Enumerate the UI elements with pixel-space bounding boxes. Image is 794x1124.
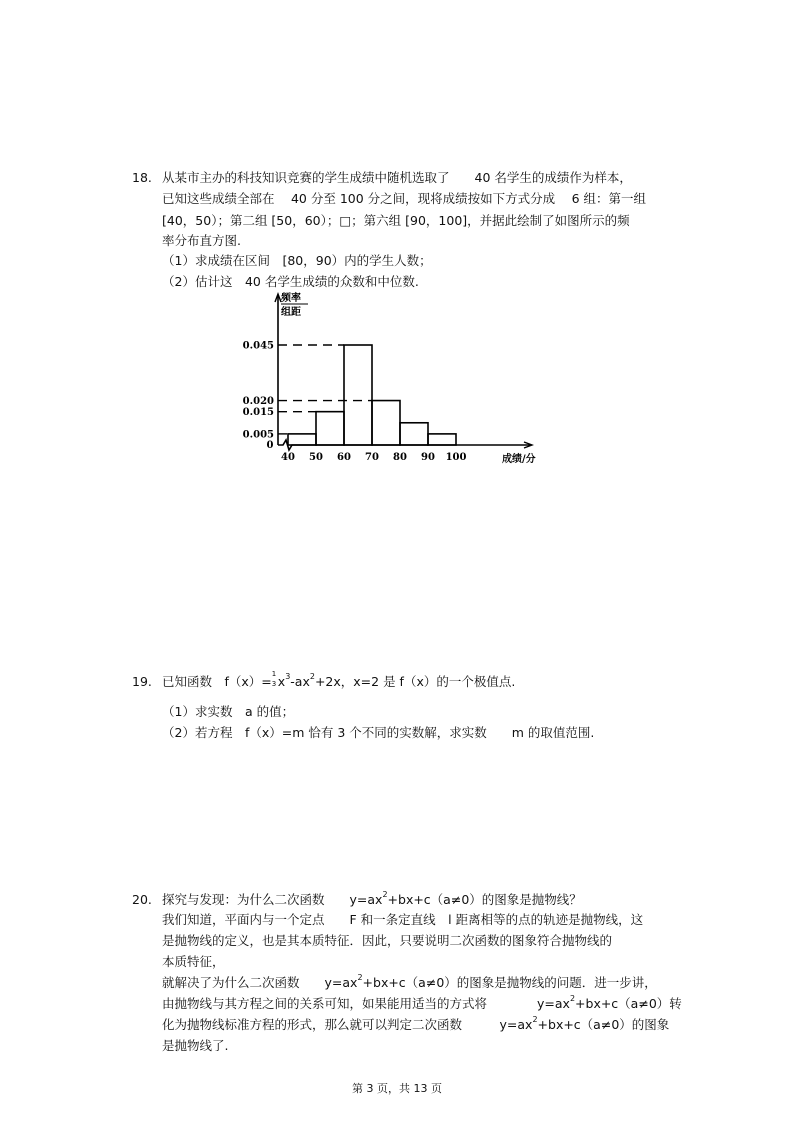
q20-line-4: 本质特征， [162,954,225,969]
histogram-bar [372,401,400,445]
q20-line-2: 我们知道，平面内与一个定点 F 和一条定直线 l 距离相等的点的轨迹是抛物线，这 [162,912,644,927]
q18-line-2: 已知这些成绩全部在 40 分至 100 分之间，现将成绩按如下方式分成 6 组：第一组 [162,191,647,206]
q20-l7-pre: 化为抛物线标准方程的形式，那么就可以判定二次函数 y=ax [162,1017,533,1032]
x-tick-label: 80 [393,452,407,463]
q18-line-3: [40，50）；第二组 [50，60）；□；第六组 [90，100]，并据此绘制了如图所示的频 [162,213,630,228]
y-tick-label: 0.015 [242,407,274,419]
x-tick-label: 50 [309,452,323,463]
x-tick-label: 70 [365,452,379,463]
chart-bars [288,345,456,445]
y-tick-label: 0.005 [242,429,274,441]
x-tick-label: 60 [337,452,351,463]
q18-number: 18. [132,170,152,185]
q18-sub-1: （1）求成绩在区间 [80，90）内的学生人数； [162,253,432,268]
histogram-bar [428,434,456,445]
histogram-bar [316,412,344,445]
q20-l5-pre: 就解决了为什么二次函数 y=ax [162,975,358,990]
y-axis-label-bottom: 组距 [281,307,301,318]
page-footer: 第 3 页，共 13 页 [352,1082,442,1095]
q19-stem [162,670,516,690]
y-tick-label: 0.045 [242,340,274,352]
q19-sub-1: （1）求实数 a 的值； [162,704,295,719]
q19-stem-mid: -ax [290,674,310,689]
x-tick-label: 100 [445,452,467,463]
q19-stem-post: +2x，x=2 是 f（x）的一个极值点. [314,674,516,689]
q19-exponent-2: 2 [309,672,315,681]
chart-dashed-guides [278,345,372,434]
q20-l6-exp: 2 [569,994,576,1003]
y-tick-label: 0.020 [242,396,274,408]
q19-x: x [277,674,286,689]
q20-line-8: 是抛物线了. [162,1038,229,1053]
q20-l7-post: +bx+c（a≠0）的图象 [537,1017,670,1032]
q20-l6-pre: 由抛物线与其方程之间的关系可知，如果能用适当的方式将 y=ax [162,996,570,1011]
q20-l5-post: +bx+c（a≠0）的图象是抛物线的问题．进一步讲， [362,975,657,990]
one-third-fraction [271,670,278,688]
q20-line-5 [162,975,657,991]
q20-number: 20. [132,892,152,907]
q20-l6-post: +bx+c（a≠0）转 [575,996,682,1011]
chart-axes [275,294,532,450]
q19-number: 19. [132,674,152,689]
frequency-histogram [240,288,550,473]
q20-l1-pre: 探究与发现：为什么二次函数 y=ax [162,892,383,907]
q19-sub-2: （2）若方程 f（x）=m 恰有 3 个不同的实数解，求实数 m 的取值范围. [162,725,595,740]
x-axis-label: 成绩/分 [502,454,536,465]
q20-l7-exp: 2 [532,1015,538,1024]
q20-l1-post: +bx+c（a≠0）的图象是抛物线？ [387,892,582,907]
q20-line-3: 是抛物线的定义，也是其本质特征．因此，只要说明二次函数的图象符合抛物线的 [162,933,613,948]
fraction-numerator: 1 [271,670,277,678]
q18-sub-2: （2）估计这 40 名学生成绩的众数和中位数. [162,274,419,289]
q20-l1-exp: 2 [382,890,388,899]
q20-line-6 [162,996,682,1012]
q20-line-1 [162,892,582,908]
q20-l5-exp: 2 [357,973,363,982]
histogram-bar [344,345,372,445]
x-tick-label: 40 [281,452,295,463]
q18-line-4: 率分布直方图. [162,233,241,248]
q19-exponent-3: 3 [285,672,291,681]
x-tick-label: 90 [421,452,435,463]
histogram-bar [288,434,316,445]
histogram-bar [400,423,428,445]
origin-label: 0 [266,440,274,451]
q20-line-7 [162,1017,669,1033]
q19-stem-pre: 已知函数 f（x）= [162,674,272,689]
chart-labels [243,291,536,465]
y-axis-label-top: 频率 [281,293,301,304]
q18-line-1: 从某市主办的科技知识竞赛的学生成绩中随机选取了 40 名学生的成绩作为样本， [162,170,632,185]
fraction-denominator: 3 [271,680,277,688]
